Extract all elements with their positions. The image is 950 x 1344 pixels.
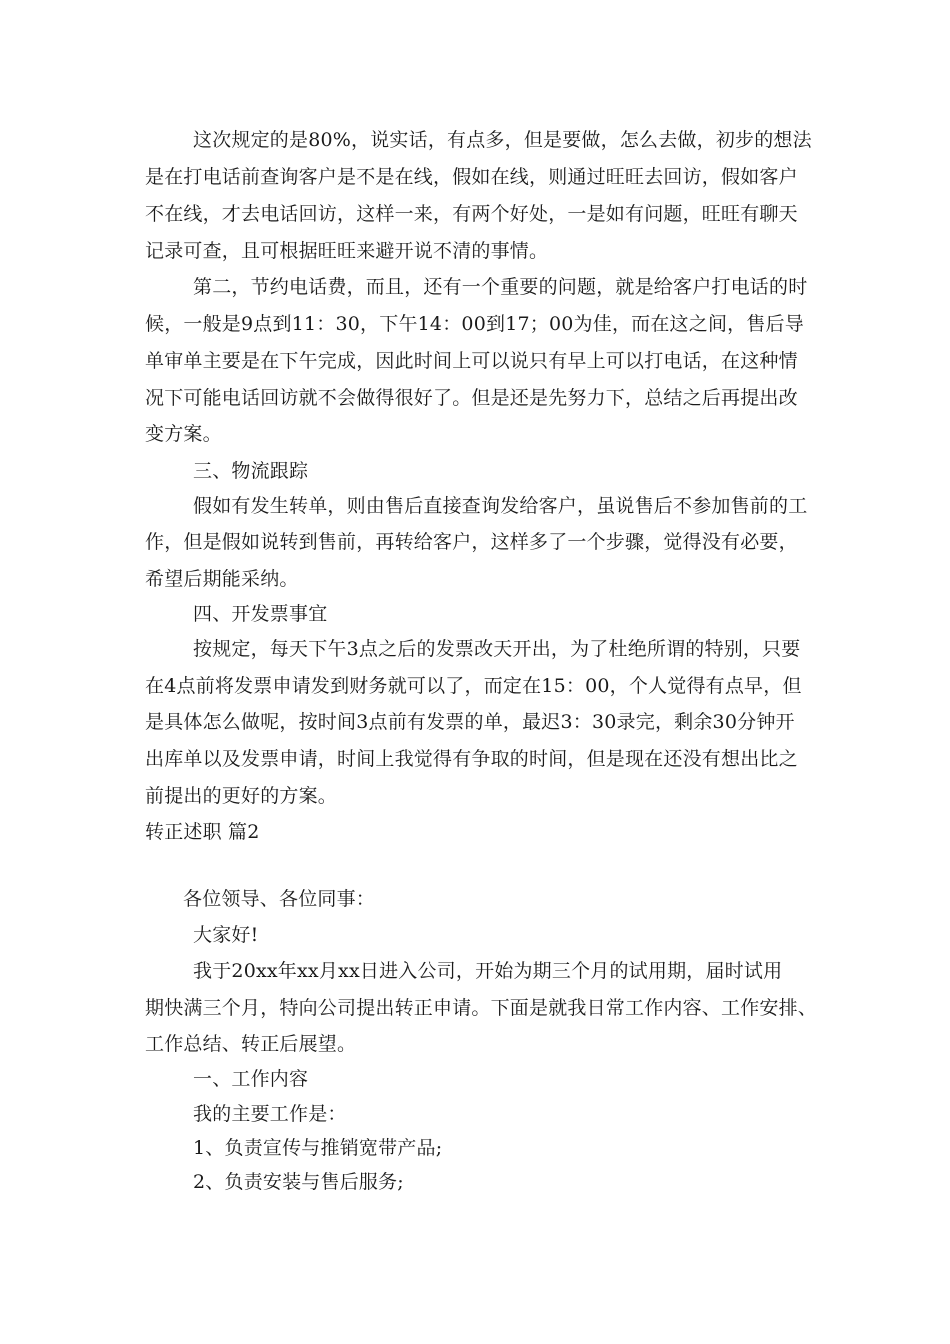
text-line: 是在打电话前查询客户是不是在线，假如在线，则通过旺旺去回访，假如客户 <box>145 166 798 188</box>
text-line: 这次规定的是80%，说实话，有点多，但是要做，怎么去做，初步的想法 <box>193 129 812 151</box>
text-line: 前提出的更好的方案。 <box>145 785 338 807</box>
text-line: 作，但是假如说转到售前，再转给客户，这样多了一个步骤，觉得没有必要， <box>145 531 798 553</box>
greeting-line: 大家好! <box>193 924 259 946</box>
text-line: 变方案。 <box>145 423 222 445</box>
text-line: 按规定，每天下午3点之后的发票改天开出，为了杜绝所谓的特别，只要 <box>193 638 801 660</box>
text-line: 我的主要工作是： <box>193 1103 347 1125</box>
section-heading: 一、工作内容 <box>193 1068 309 1090</box>
list-item: 1、负责宣传与推销宽带产品; <box>193 1137 443 1159</box>
text-line: 工作总结、转正后展望。 <box>145 1033 357 1055</box>
text-line: 候，一般是9点到11：30，下午14：00到17；00为佳，而在这之间，售后导 <box>145 313 804 335</box>
section-heading: 四、开发票事宜 <box>193 603 328 625</box>
text-line: 在4点前将发票申请发到财务就可以了，而定在15：00，个人觉得有点早，但 <box>145 675 802 697</box>
section-heading: 三、物流跟踪 <box>193 460 309 482</box>
text-line: 第二，节约电话费，而且，还有一个重要的问题，就是给客户打电话的时 <box>193 276 808 298</box>
text-line: 我于20xx年xx月xx日进入公司，开始为期三个月的试用期，届时试用 <box>193 960 783 982</box>
text-line: 不在线，才去电话回访，这样一来，有两个好处，一是如有问题，旺旺有聊天 <box>145 203 798 225</box>
text-line: 假如有发生转单，则由售后直接查询发给客户，虽说售后不参加售前的工 <box>193 495 808 517</box>
list-item: 2、负责安装与售后服务; <box>193 1171 404 1193</box>
section-title: 转正述职 篇2 <box>145 821 260 843</box>
text-line: 况下可能电话回访就不会做得很好了。但是还是先努力下，总结之后再提出改 <box>145 387 798 409</box>
text-line: 期快满三个月，特向公司提出转正申请。下面是就我日常工作内容、工作安排、 <box>145 997 818 1019</box>
text-line: 单审单主要是在下午完成，因此时间上可以说只有早上可以打电话，在这种情 <box>145 350 798 372</box>
text-line: 希望后期能采纳。 <box>145 568 299 590</box>
text-line: 记录可查，且可根据旺旺来避开说不清的事情。 <box>145 240 549 262</box>
greeting-line: 各位领导、各位同事： <box>183 888 376 910</box>
text-line: 出库单以及发票申请，时间上我觉得有争取的时间，但是现在还没有想出比之 <box>145 748 798 770</box>
text-line: 是具体怎么做呢，按时间3点前有发票的单，最迟3：30录完，剩余30分钟开 <box>145 711 795 733</box>
